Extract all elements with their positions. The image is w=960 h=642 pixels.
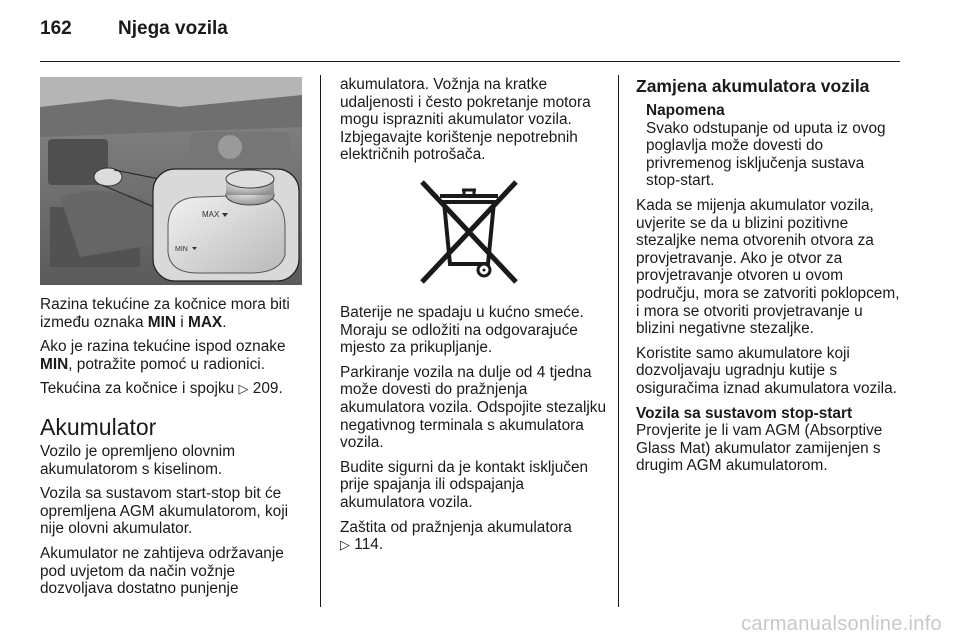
paragraph: Provjerite je li vam AGM (Absorptive Glass Mat) akumulator zamijenjen s drugim AGM akumulatorom.: [636, 422, 883, 475]
max-mark-label: MAX: [202, 210, 220, 219]
section-heading-battery-replacement: Zamjena akumulatora vozila: [636, 76, 870, 96]
column-1: [40, 296, 310, 605]
crossed-out-wheeled-bin-icon: [414, 178, 524, 290]
paragraph: Vozilo je opremljeno olovnim akumulatorom s kiselinom.: [40, 442, 236, 478]
note-title: Napomena: [646, 102, 725, 119]
column-divider-2: [618, 75, 619, 607]
subheading-stop-start: Vozila sa sustavom stop-start: [636, 404, 853, 422]
page-link[interactable]: 209.: [252, 380, 283, 398]
paragraph: Parkiranje vozila na dulje od 4 tjedna može dovesti do pražnjenja akumulatora vozila. Odspojite stezaljku negativnog terminala s akumulatora vozila.: [340, 363, 607, 452]
paragraph: Akumulator ne zahtijeva održavanje pod uvjetom da način vožnje dozvoljava dostatno punjenje: [40, 544, 284, 598]
brake-fluid-reservoir-photo: [40, 77, 302, 285]
watermark: carmanualsonline.info: [741, 613, 942, 635]
paragraph: Budite sigurni da je kontakt isključen prije spajanja ili odspajanja akumulatora vozila.: [340, 458, 589, 511]
column-3: [636, 76, 902, 482]
page-title: Njega vozila: [118, 18, 228, 39]
paragraph: Kada se mijenja akumulator vozila, uvjerite se da u blizini pozitivne stezaljke nema otvorenih otvora za provjetravanje. Ako je otvor za provjetravanje otvoren u ovom području, mora se zatvoriti poklopcem, i mora se otvoriti provjetravanje u blizini negativne stezaljke.: [636, 196, 900, 338]
discharge-protection-reference: Zaštita od pražnjenja akumulatora ▷ 114.: [340, 518, 572, 554]
below-min-paragraph: Ako je razina tekućine ispod oznake MIN, potražite pomoć u radionici.: [40, 338, 286, 373]
paragraph: Baterije ne spadaju u kućno smeće. Moraju se odložiti na odgovarajuće mjesto za prikupljanje.: [340, 303, 584, 357]
min-mark-label: MIN: [175, 246, 188, 253]
page-link[interactable]: 114.: [354, 536, 384, 554]
page-header: [40, 18, 228, 40]
column-2: [340, 76, 608, 561]
paragraph: Vozila sa sustavom start-stop bit će opremljena AGM akumulatorom, koji nije olovni akumulator.: [40, 485, 289, 538]
max-mark: MAX: [188, 313, 223, 331]
min-mark: MIN: [40, 355, 69, 373]
min-mark: MIN: [147, 313, 177, 331]
page-number: 162: [40, 18, 72, 39]
column-divider-1: [320, 75, 321, 607]
paragraph: akumulatora. Vožnja na kratke udaljenosti i često pokretanje motora mogu isprazniti akumulator vozila. Izbjegavajte korištenje nepotrebnih električnih potrošača.: [340, 76, 591, 164]
note-box: [636, 102, 902, 190]
header-rule: [40, 61, 900, 62]
brake-fluid-reference: Tekućina za kočnice i spojku ▷ 209.: [40, 380, 283, 398]
reference-arrow-icon: ▷: [340, 537, 350, 553]
paragraph: Koristite samo akumulatore koji dozvoljavaju ugradnju kutije s osiguračima iznad akumulatora vozila.: [636, 344, 897, 397]
brake-fluid-level-paragraph: Razina tekućine za kočnice mora biti između oznaka MIN i MAX.: [40, 296, 290, 331]
section-heading-akumulator: Akumulator: [40, 413, 157, 440]
reference-arrow-icon: ▷: [238, 381, 249, 397]
note-body: Svako odstupanje od uputa iz ovog poglavlja može dovesti do privremenog isključenja sustava stop-start.: [646, 119, 886, 190]
